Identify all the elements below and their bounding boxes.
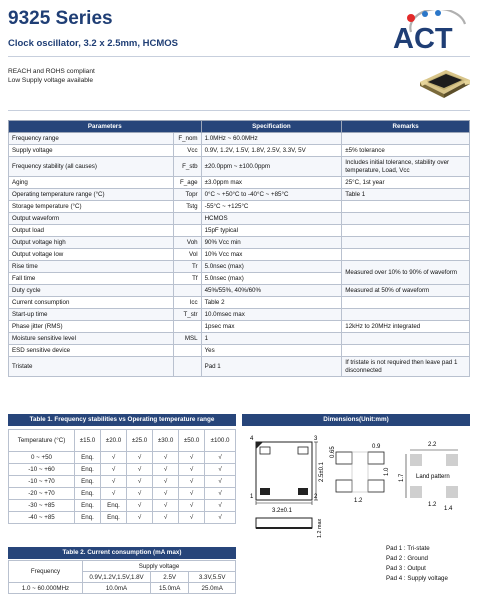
stability-cell: Enq. [75, 500, 101, 512]
temp-cell: 0 ~ +50 [9, 452, 75, 464]
param-cell: Storage temperature (°C) [9, 201, 174, 213]
dim-pad-width-label: 0.9 [372, 444, 381, 450]
symbol-cell [173, 357, 201, 377]
table-row [9, 189, 470, 201]
symbol-cell [173, 321, 201, 333]
table-row [9, 201, 470, 213]
pad-detail [336, 452, 384, 492]
spec-cell: HCMOS [201, 213, 342, 225]
supply-voltage-header: Supply voltage [83, 561, 236, 572]
frequency-header: Frequency [9, 561, 83, 583]
param-cell: Output waveform [9, 213, 174, 225]
col-header: ±100.0 [205, 430, 236, 452]
table-row [9, 285, 470, 297]
remark-cell: Measured at 50% of waveform [342, 285, 470, 297]
dimensions-caption: Dimensions(Unit:mm) [242, 414, 470, 426]
param-cell: Duty cycle [9, 285, 174, 297]
spec-cell: ±20.0ppm ~ ±100.0ppm [201, 157, 342, 177]
symbol-cell: F_nom [173, 133, 201, 145]
stability-cell: Enq. [75, 464, 101, 476]
pad-3-label: Pad 3 : Output [386, 565, 426, 572]
col-header: ±50.0 [179, 430, 205, 452]
param-cell: Tristate [9, 357, 174, 377]
stability-cell: Enq. [75, 452, 101, 464]
stability-cell: √ [179, 488, 205, 500]
dim-lp-width-label: 2.2 [428, 442, 437, 448]
table-row [9, 249, 470, 261]
symbol-cell: Topr [173, 189, 201, 201]
header-specification: Specification [201, 121, 342, 133]
remark-cell [342, 297, 470, 309]
header-parameters: Parameters [9, 121, 202, 133]
remark-cell [342, 345, 470, 357]
spec-cell: 0.9V, 1.2V, 1.5V, 1.8V, 2.5V, 3.3V, 5V [201, 145, 342, 157]
dim-thickness-label: 1.2 max [317, 518, 323, 538]
spec-cell: -55°C ~ +125°C [201, 201, 342, 213]
rise-fall-remark: Measured over 10% to 90% of waveform [342, 261, 470, 285]
spec-header-row [9, 121, 470, 133]
table2-header-row [9, 561, 236, 572]
symbol-cell: Icc [173, 297, 201, 309]
remark-cell [342, 225, 470, 237]
remark-cell: Table 1 [342, 189, 470, 201]
symbol-cell: Tr [173, 261, 201, 273]
stability-cell: √ [205, 476, 236, 488]
spec-cell: 15pF typical [201, 225, 342, 237]
remark-cell: Includes initial tolerance, stability over temperature, Load, Vcc [342, 157, 470, 177]
table-row [9, 145, 470, 157]
dim-pad-gap-label: 1.0 [384, 467, 390, 476]
table-row [9, 309, 470, 321]
remark-cell: ±5% tolerance [342, 145, 470, 157]
table-row [9, 452, 236, 464]
temp-cell: -40 ~ +85 [9, 512, 75, 524]
table-row [9, 177, 470, 189]
stability-cell: Enq. [75, 488, 101, 500]
param-cell: Supply voltage [9, 145, 174, 157]
pad-4-label: Pad 4 : Supply voltage [386, 575, 448, 582]
remark-cell: If tristate is not required then leave pad 1 disconnected [342, 357, 470, 377]
symbol-cell: Voh [173, 237, 201, 249]
pad-2-label: Pad 2 : Ground [386, 555, 428, 562]
param-cell: Current consumption [9, 297, 174, 309]
stability-cell: √ [101, 464, 127, 476]
col-header: 0.9V,1.2V,1.5V,1.8V [83, 572, 151, 583]
symbol-cell [173, 213, 201, 225]
stability-cell: √ [205, 500, 236, 512]
page-title: 9325 Series [8, 8, 113, 29]
stability-cell: √ [101, 452, 127, 464]
table-row [9, 476, 236, 488]
dim-lp-height-label: 1.7 [399, 473, 405, 482]
symbol-cell: MSL [173, 333, 201, 345]
remark-cell [342, 213, 470, 225]
spec-cell: Pad 1 [201, 357, 342, 377]
stability-cell: √ [127, 500, 153, 512]
current-cell: 15.0mA [151, 583, 189, 594]
table-row [9, 225, 470, 237]
note-reach: REACH and ROHS compliant [8, 68, 95, 75]
table-row [9, 157, 470, 177]
param-cell: Start-up time [9, 309, 174, 321]
page-subtitle: Clock oscillator, 3.2 x 2.5mm, HCMOS [8, 38, 179, 49]
param-cell: Frequency range [9, 133, 174, 145]
logo-text: ACT [393, 23, 453, 52]
col-header: ±25.0 [127, 430, 153, 452]
dim-lead-label: 0.65 [330, 446, 336, 458]
temp-cell: -10 ~ +70 [9, 476, 75, 488]
col-header: 2.5V [151, 572, 189, 583]
stability-cell: √ [205, 512, 236, 524]
stability-cell: √ [179, 512, 205, 524]
spec-cell: 10% Vcc max [201, 249, 342, 261]
stability-cell: Enq. [101, 512, 127, 524]
stability-cell: √ [179, 452, 205, 464]
dimension-drawing [242, 428, 470, 540]
pin-4-label: 4 [250, 436, 254, 442]
pin-3-label: 3 [314, 436, 318, 442]
stability-cell: √ [127, 512, 153, 524]
spec-cell: 1psec max [201, 321, 342, 333]
stability-cell: √ [205, 452, 236, 464]
symbol-cell [173, 225, 201, 237]
param-cell: Operating temperature range (°C) [9, 189, 174, 201]
stability-cell: √ [153, 512, 179, 524]
table1-section [8, 414, 236, 524]
land-pattern-label: Land pattern [416, 474, 450, 480]
table-row [9, 261, 470, 273]
act-logo [381, 10, 473, 52]
symbol-cell: F_age [173, 177, 201, 189]
table2-caption: Table 2. Current consumption (mA max) [8, 547, 236, 559]
pin-1-label: 1 [250, 494, 254, 500]
temp-cell: -30 ~ +85 [9, 500, 75, 512]
param-cell: ESD sensitive device [9, 345, 174, 357]
param-cell: Output voltage high [9, 237, 174, 249]
dim-lp-gap-label: 1.2 [428, 502, 437, 508]
remark-cell [342, 249, 470, 261]
temperature-header: Temperature (°C) [9, 430, 75, 452]
header-remarks: Remarks [342, 121, 470, 133]
product-image [416, 58, 474, 102]
remark-cell [342, 237, 470, 249]
table-row [9, 357, 470, 377]
symbol-cell: Vol [173, 249, 201, 261]
stability-cell: √ [179, 500, 205, 512]
spec-cell: 1 [201, 333, 342, 345]
dimensions-section [242, 414, 470, 426]
symbol-cell: F_stb [173, 157, 201, 177]
stability-cell: √ [153, 464, 179, 476]
stability-cell: Enq. [75, 512, 101, 524]
stability-cell: √ [127, 488, 153, 500]
spec-cell: 90% Vcc min [201, 237, 342, 249]
param-cell: Output voltage low [9, 249, 174, 261]
param-cell: Moisture sensitive level [9, 333, 174, 345]
section-divider [8, 110, 470, 111]
table-row [9, 333, 470, 345]
table1-caption: Table 1. Frequency stabilities vs Operating temperature range [8, 414, 236, 426]
current-cell: 25.0mA [189, 583, 236, 594]
current-cell: 10.0mA [83, 583, 151, 594]
remark-cell [342, 333, 470, 345]
table1-header-row [9, 430, 236, 452]
param-cell: Frequency stability (all causes) [9, 157, 174, 177]
temp-cell: -20 ~ +70 [9, 488, 75, 500]
col-header: ±30.0 [153, 430, 179, 452]
dim-pad-span-label: 1.2 [354, 498, 363, 504]
stability-cell: √ [179, 464, 205, 476]
header-divider [8, 56, 470, 57]
stability-cell: √ [101, 476, 127, 488]
pad-1-label: Pad 1 : Tri-state [386, 545, 430, 552]
remark-cell: 25°C, 1st year [342, 177, 470, 189]
current-table [8, 560, 236, 594]
stability-cell: √ [153, 452, 179, 464]
stability-cell: √ [153, 500, 179, 512]
spec-cell: Yes [201, 345, 342, 357]
stability-cell: √ [153, 476, 179, 488]
package-outline [256, 442, 318, 505]
param-cell: Aging [9, 177, 174, 189]
freq-cell: 1.0 ~ 60.000MHz [9, 583, 83, 594]
table2-section [8, 547, 236, 594]
table-row [9, 488, 236, 500]
table-row [9, 583, 236, 594]
spec-cell: 5.0nsec (max) [201, 261, 342, 273]
stability-table [8, 429, 236, 524]
table-row [9, 297, 470, 309]
stability-cell: √ [127, 476, 153, 488]
table-row [9, 321, 470, 333]
note-low-voltage: Low Supply voltage available [8, 77, 94, 84]
symbol-cell: Tstg [173, 201, 201, 213]
table-row [9, 512, 236, 524]
stability-cell: √ [205, 488, 236, 500]
spec-cell: 10.0msec max [201, 309, 342, 321]
spec-cell: 45%/55%, 40%/60% [201, 285, 342, 297]
symbol-cell: Tf [173, 273, 201, 285]
symbol-cell [173, 285, 201, 297]
spec-cell: ±3.0ppm max [201, 177, 342, 189]
stability-cell: √ [179, 476, 205, 488]
dim-width-label: 3.2±0.1 [272, 508, 292, 514]
remark-cell: 12kHz to 20MHz integrated [342, 321, 470, 333]
spec-cell: 1.0MHz ~ 60.0MHz [201, 133, 342, 145]
spec-cell: Table 2 [201, 297, 342, 309]
spec-table [8, 120, 470, 377]
symbol-cell [173, 345, 201, 357]
param-cell: Phase jitter (RMS) [9, 321, 174, 333]
param-cell: Fall time [9, 273, 174, 285]
spec-cell: 0°C ~ +50°C to -40°C ~ +85°C [201, 189, 342, 201]
param-cell: Rise time [9, 261, 174, 273]
table-row [9, 500, 236, 512]
stability-cell: Enq. [75, 476, 101, 488]
remark-cell [342, 201, 470, 213]
stability-cell: Enq. [101, 500, 127, 512]
col-header: ±20.0 [101, 430, 127, 452]
stability-cell: √ [101, 488, 127, 500]
temp-cell: -10 ~ +60 [9, 464, 75, 476]
remark-cell [342, 133, 470, 145]
dim-lp-pad-label: 1.4 [444, 506, 453, 512]
symbol-cell: T_str [173, 309, 201, 321]
spec-cell: 5.0nsec (max) [201, 273, 342, 285]
dim-height-label: 2.5±0.1 [319, 462, 325, 482]
table-row [9, 133, 470, 145]
table-row [9, 345, 470, 357]
symbol-cell: Vcc [173, 145, 201, 157]
table-row [9, 464, 236, 476]
stability-cell: √ [127, 452, 153, 464]
side-view [256, 518, 312, 528]
stability-cell: √ [205, 464, 236, 476]
stability-cell: √ [153, 488, 179, 500]
col-header: 3.3V,5.5V [189, 572, 236, 583]
param-cell: Output load [9, 225, 174, 237]
col-header: ±15.0 [75, 430, 101, 452]
stability-cell: √ [127, 464, 153, 476]
table-row [9, 213, 470, 225]
compliance-notes [8, 67, 95, 85]
pad-legend [386, 544, 448, 584]
pin-2-label: 2 [314, 494, 318, 500]
table-row [9, 237, 470, 249]
remark-cell [342, 309, 470, 321]
